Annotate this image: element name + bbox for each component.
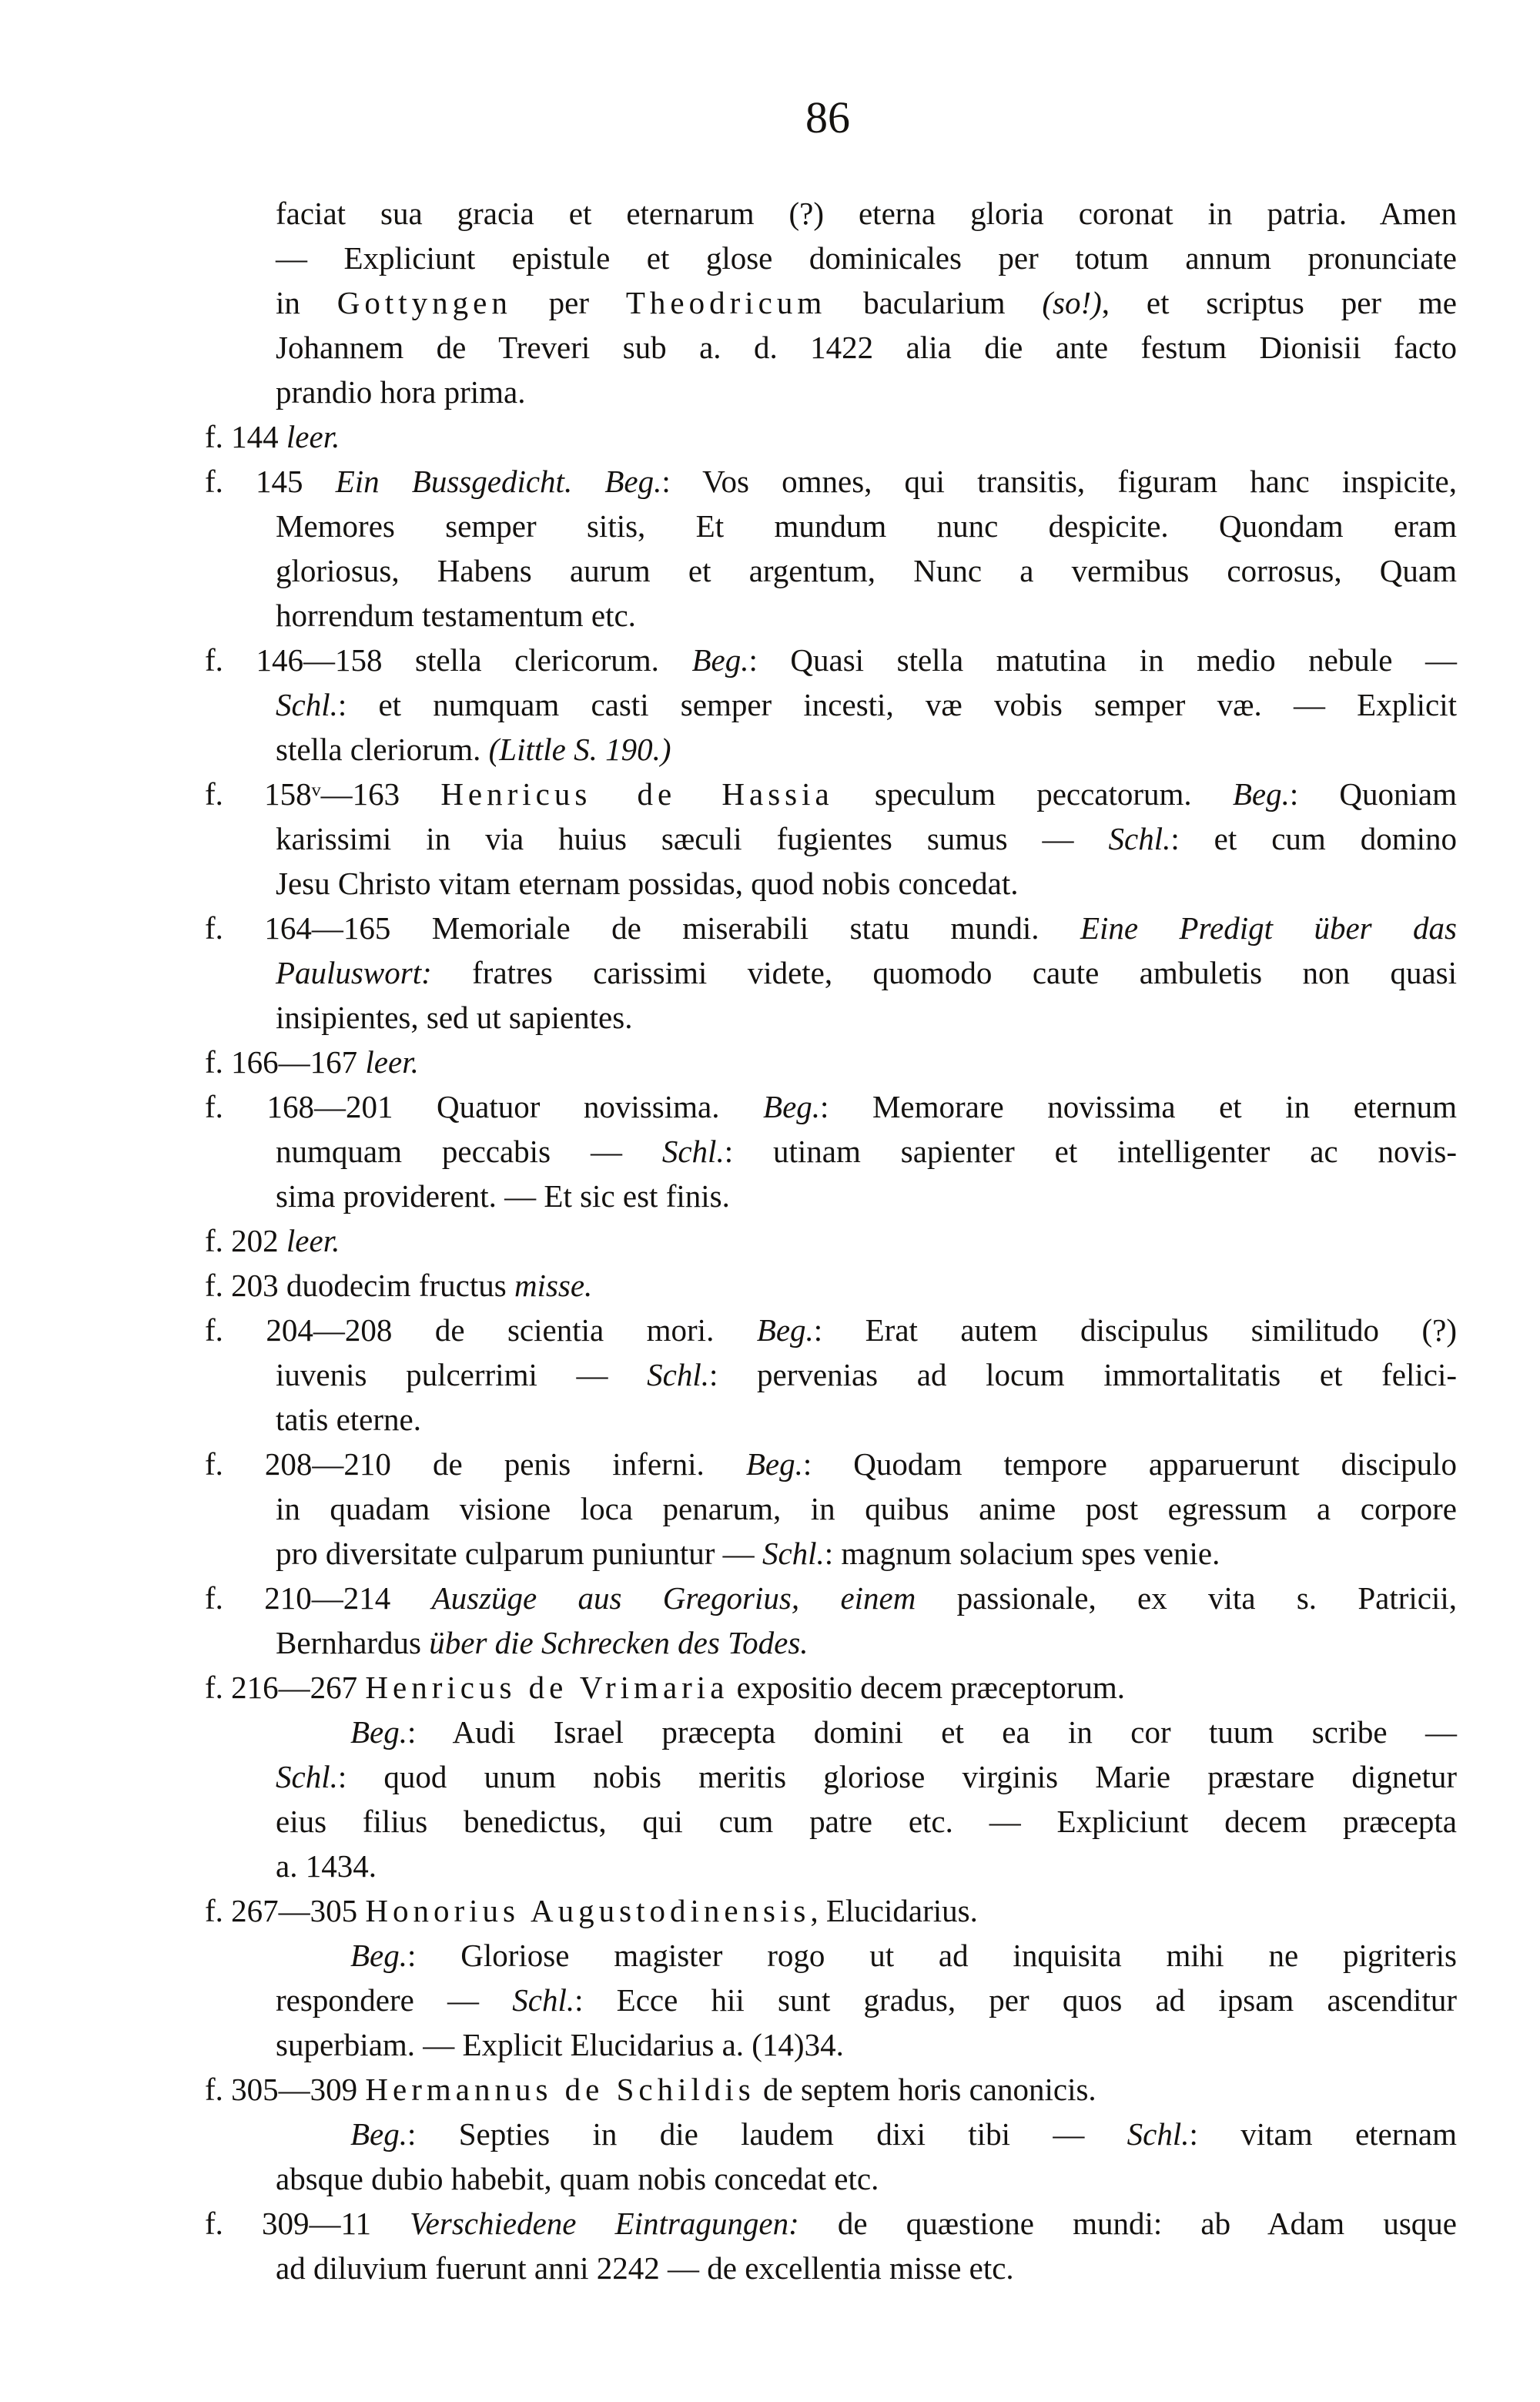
entry-first-line [205, 1442, 1457, 1486]
text-segment: Johannem de Treveri sub a. d. 1422 alia die ante festum Dionisii facto [276, 330, 1457, 365]
entry-line [276, 950, 1457, 995]
entry-line [276, 1352, 1457, 1397]
entry-line [276, 236, 1457, 280]
entry-first-line [205, 2201, 1457, 2246]
folio-number: f. 158ᵛ—163 [205, 776, 400, 812]
text-segment: Memoriale de miserabili statu mundi. [431, 910, 1080, 946]
entry-line [276, 191, 1457, 236]
italic-text: (so!) [1042, 285, 1102, 320]
entry-first-line [205, 1084, 1457, 1129]
text-segment: de septem horis canonicis. [755, 2072, 1096, 2107]
text-segment: stella clericorum. [415, 642, 692, 678]
folio-number: f. 305—309 [205, 2072, 358, 2107]
text-segment: iuvenis pulcerrimi — [276, 1357, 648, 1392]
text-segment: prandio hora prima. [276, 374, 526, 410]
folio-number: f. 208—210 [205, 1446, 391, 1482]
italic-text: Schl. [762, 1536, 825, 1571]
text-segment: de penis inferni. [432, 1446, 746, 1482]
entry-first-line [205, 1308, 1457, 1352]
folio-number: f. 210—214 [205, 1580, 391, 1616]
italic-text: Schl. [276, 1759, 338, 1794]
entry-line [350, 1710, 1457, 1754]
entry-line [276, 504, 1457, 548]
text-segment: respondere — [276, 1982, 513, 2018]
text-segment: absque dubio habebit, quam nobis concedat etc. [276, 2161, 879, 2196]
text-segment: , et scriptus per me [1101, 285, 1457, 320]
text-segment: fratres carissimi videte, quomodo caute ambuletis non quasi [431, 955, 1457, 990]
folio-number: f. 267—305 [205, 1893, 358, 1928]
text-segment: insipientes, sed ut sapientes. [276, 1000, 633, 1035]
folio-number: f. 145 [205, 464, 303, 499]
entry-first-line [205, 1576, 1457, 1620]
entry-line [276, 2246, 1457, 2290]
text-segment: eius filius benedictus, qui cum patre etc. — Expliciunt decem præcepta [276, 1804, 1457, 1839]
entry-line [276, 727, 1457, 772]
italic-text: Beg. [745, 1446, 803, 1482]
entry-line [276, 280, 1457, 325]
text-segment: in [276, 285, 337, 320]
entry-first-line [205, 1263, 1457, 1308]
entry-line [276, 995, 1457, 1040]
folio-number: f. 164—165 [205, 910, 391, 946]
italic-text: Schl. [276, 687, 338, 722]
text-segment: : utinam sapienter et intelligenter ac novis- [724, 1134, 1457, 1169]
text-segment: numquam peccabis — [276, 1134, 662, 1169]
italic-text: Schl. [512, 1982, 575, 2018]
italic-text: misse. [514, 1268, 593, 1303]
text-segment: — Expliciunt epistule et glose dominicales per totum annum pronunciate [276, 240, 1457, 276]
text-segment: : et numquam casti semper incesti, væ vobis semper væ. — Explicit [337, 687, 1457, 722]
text-segment: de scientia mori. [434, 1312, 757, 1348]
entry-line [276, 1799, 1457, 1844]
text-segment: : Erat autem discipulus similitudo (?) [813, 1312, 1457, 1348]
text-segment: de quæstione mundi: ab Adam usque [798, 2206, 1457, 2241]
folio-number: f. 309—11 [205, 2206, 372, 2241]
italic-text: Auszüge aus Gregorius, [431, 1580, 800, 1616]
italic-text: einem [840, 1580, 916, 1616]
text-segment: a. 1434. [276, 1848, 377, 1884]
text-segment: sima providerent. — Et sic est finis. [276, 1178, 730, 1214]
entry-first-line [205, 459, 1457, 504]
entry-first-line [205, 414, 1457, 459]
italic-text: Beg. [691, 642, 749, 678]
text-segment: faciat sua gracia et eternarum (?) eterna gloria coronat in patria. Amen [276, 196, 1457, 231]
text-segment: Bernhardus [276, 1625, 430, 1660]
italic-text: Eine Predigt über das [1080, 910, 1457, 946]
entry-first-line [205, 1040, 1457, 1084]
entry-first-line [205, 1888, 1457, 1933]
text-segment: : pervenias ad locum immortalitatis et felici- [708, 1357, 1457, 1392]
page-number: 86 [805, 92, 850, 142]
entry-line [276, 2156, 1457, 2201]
text-segment: : Memorare novissima et in eternum [820, 1089, 1458, 1124]
folio-number: f. 144 [205, 419, 279, 454]
entry-line [276, 816, 1457, 861]
text-segment: : Ecce hii sunt gradus, per quos ad ipsam ascenditur [574, 1982, 1457, 2018]
text-segment: bacularium [826, 285, 1043, 320]
text-segment: , Elucidarius. [810, 1893, 978, 1928]
author-name: Henricus de Hassia [440, 776, 834, 812]
italic-text: über die Schrecken des Todes. [429, 1625, 808, 1660]
text-segment: tatis eterne. [276, 1402, 421, 1437]
italic-text: Beg. [350, 1938, 407, 1973]
entry-first-line [205, 638, 1457, 682]
text-segment: ad diluvium fuerunt anni 2242 — de excellentia misse etc. [276, 2250, 1014, 2286]
italic-text: Schl. [1127, 2116, 1190, 2152]
entry-line [276, 1486, 1457, 1531]
entry-first-line [205, 1218, 1457, 1263]
text-segment: : quod unum nobis meritis gloriose virginis Marie præstare dignetur [337, 1759, 1457, 1794]
text-segment: superbiam. — Explicit Elucidarius a. (14)34. [276, 2027, 844, 2062]
italic-text: leer. [365, 1044, 419, 1080]
entry-line [350, 1933, 1457, 1978]
text-segment: speculum peccatorum. [833, 776, 1233, 812]
folio-number: f. 168—201 [205, 1089, 393, 1124]
italic-text: Ein Bussgedicht. [335, 464, 573, 499]
italic-text: Beg. [604, 464, 662, 499]
folio-number: f. 216—267 [205, 1670, 358, 1705]
folio-number: f. 166—167 [205, 1044, 358, 1080]
author-name: Theodricum [625, 285, 827, 320]
italic-text: Beg. [350, 1714, 407, 1750]
entry-line [276, 1978, 1457, 2022]
entry-line [276, 593, 1457, 638]
author-name: Gottyngen [336, 285, 512, 320]
text-segment: expositio decem præceptorum. [728, 1670, 1126, 1705]
text-segment: : Quoniam [1289, 776, 1457, 812]
text-segment: per [511, 285, 626, 320]
text-segment: : Audi Israel præcepta domini et ea in cor tuum scribe — [407, 1714, 1457, 1750]
text-segment: stella cleriorum. [276, 732, 489, 767]
entry-line [276, 1754, 1457, 1799]
text-segment: pro diversitate culparum puniuntur — [276, 1536, 762, 1571]
italic-text: Schl. [647, 1357, 709, 1392]
text-segment: gloriosus, Habens aurum et argentum, Nunc a vermibus corrosus, Quam [276, 553, 1457, 588]
text-segment: duodecim fructus [286, 1268, 514, 1303]
entry-line [276, 1397, 1457, 1442]
text-segment: in quadam visione loca penarum, in quibus anime post egressum a corpore [276, 1491, 1457, 1526]
folio-number: f. 204—208 [205, 1312, 393, 1348]
entry-line [276, 548, 1457, 593]
entry-line [276, 325, 1457, 370]
entry-line [276, 2022, 1457, 2067]
entry-line [276, 682, 1457, 727]
author-name: Henricus de Vrimaria [365, 1670, 729, 1705]
entry-first-line [205, 906, 1457, 950]
italic-text: leer. [286, 419, 340, 454]
folio-number: f. 202 [205, 1223, 279, 1258]
entry-line [276, 1531, 1457, 1576]
text-segment: : Gloriose magister rogo ut ad inquisita mihi ne pigriteris [407, 1938, 1457, 1973]
italic-text: Beg. [763, 1089, 821, 1124]
entry-line [276, 370, 1457, 414]
italic-text: leer. [286, 1223, 340, 1258]
author-name: Hermannus de Schildis [365, 2072, 755, 2107]
folio-number: f. 146—158 [205, 642, 383, 678]
text-segment: : Quodam tempore apparuerunt discipulo [802, 1446, 1457, 1482]
italic-text: Verschiedene Eintragungen: [410, 2206, 799, 2241]
entry-first-line [205, 1665, 1457, 1710]
text-segment: : vitam eternam [1189, 2116, 1457, 2152]
entry-first-line [205, 2067, 1457, 2112]
entry-line [350, 2112, 1457, 2156]
text-segment: Jesu Christo vitam eternam possidas, quod nobis concedat. [276, 866, 1019, 901]
text-segment: Memores semper sitis, Et mundum nunc despicite. Quondam eram [276, 508, 1457, 544]
entry-line [276, 1129, 1457, 1174]
italic-text: Beg. [350, 2116, 407, 2152]
entry-line [276, 1844, 1457, 1888]
text-segment [799, 1580, 840, 1616]
text-segment: : magnum solacium spes venie. [824, 1536, 1220, 1571]
text-segment: : Vos omnes, qui transitis, figuram hanc inspicite, [661, 464, 1457, 499]
folio-number: f. 203 [205, 1268, 279, 1303]
text-segment: Quatuor novissima. [437, 1089, 764, 1124]
text-segment: karissimi in via huius sæculi fugientes sumus — [276, 821, 1109, 856]
text-segment: : Septies in die laudem dixi tibi — [407, 2116, 1127, 2152]
italic-text: Beg. [1232, 776, 1290, 812]
entry-line [276, 1620, 1457, 1665]
text-segment: : et cum domino [1170, 821, 1457, 856]
italic-text: Beg. [756, 1312, 814, 1348]
italic-text: (Little S. 190.) [488, 732, 671, 767]
author-name: Honorius Augustodinensis [365, 1893, 811, 1928]
entry-line [276, 1174, 1457, 1218]
text-segment: horrendum testamentum etc. [276, 598, 636, 633]
text-segment [572, 464, 604, 499]
entry-first-line [205, 772, 1457, 816]
italic-text: Pauluswort: [276, 955, 432, 990]
text-segment: passionale, ex vita s. Patricii, [916, 1580, 1458, 1616]
entry-line [276, 861, 1457, 906]
italic-text: Schl. [1108, 821, 1171, 856]
text-segment: : Quasi stella matutina in medio nebule — [748, 642, 1458, 678]
italic-text: Schl. [661, 1134, 725, 1169]
